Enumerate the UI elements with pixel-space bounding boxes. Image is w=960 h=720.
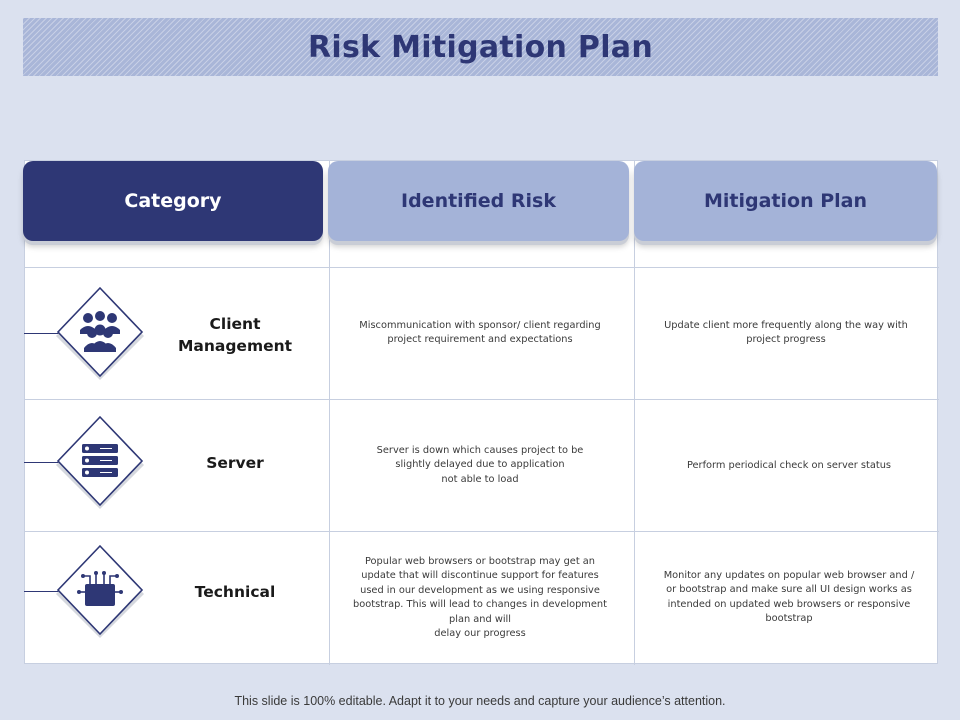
text-line: Update client more frequently along the way with [664,320,908,331]
text-line: delay our progress [434,628,526,640]
header-identified-risk [328,161,629,241]
text-line: Miscommunication with sponsor/ client regarding [359,320,601,331]
row-divider [25,267,939,268]
mitigation-plan-cell [636,319,936,348]
circuit-board-icon [52,544,148,640]
text-line: bootstrap [765,613,813,625]
text-line: update that will discontinue support for features [361,570,599,582]
category-line: Management [177,337,293,355]
category-server [160,452,310,474]
slide-title: Risk Mitigation Plan [307,29,654,65]
title-bar [23,18,938,76]
text-line: intended on updated web browsers or responsive [667,598,911,610]
team-icon [52,286,148,382]
text-line: bootstrap. This will lead to changes in development [353,599,607,611]
identified-risk-cell [330,319,630,348]
row-divider [25,531,939,532]
text-line: Monitor any updates on popular web browser and / [663,570,915,581]
category-line: Technical [194,583,276,601]
text-line: project progress [746,334,826,346]
server-icon [52,415,148,511]
header-identified-risk-label: Identified Risk [401,190,556,212]
category-line: Server [206,454,264,472]
text-line: used in our development as we using responsive [360,584,600,596]
identified-risk-cell [330,444,630,487]
mitigation-plan-cell [636,459,942,473]
header-mitigation-plan [634,161,937,241]
text-line: project requirement and expectations [387,334,573,346]
header-mitigation-plan-label: Mitigation Plan [703,190,867,212]
text-line: slightly delayed due to application [395,459,565,471]
category-technical [160,581,310,603]
header-category [23,161,323,241]
category-line: Client [209,315,261,333]
text-line: Popular web browsers or bootstrap may get an [364,556,595,567]
text-line: plan and will [449,613,511,625]
row-divider [25,399,939,400]
footer-note: This slide is 100% editable. Adapt it to your needs and capture your audience’s attention. [234,694,726,708]
text-line: not able to load [441,473,519,485]
text-line: Perform periodical check on server status [686,460,892,471]
text-line: or bootstrap and make sure all UI design works as [666,584,912,596]
mitigation-plan-cell [636,569,942,627]
text-line: Server is down which causes project to be [376,445,584,456]
identified-risk-cell [330,555,630,641]
header-category-label: Category [124,190,222,212]
category-client-management [160,313,310,357]
